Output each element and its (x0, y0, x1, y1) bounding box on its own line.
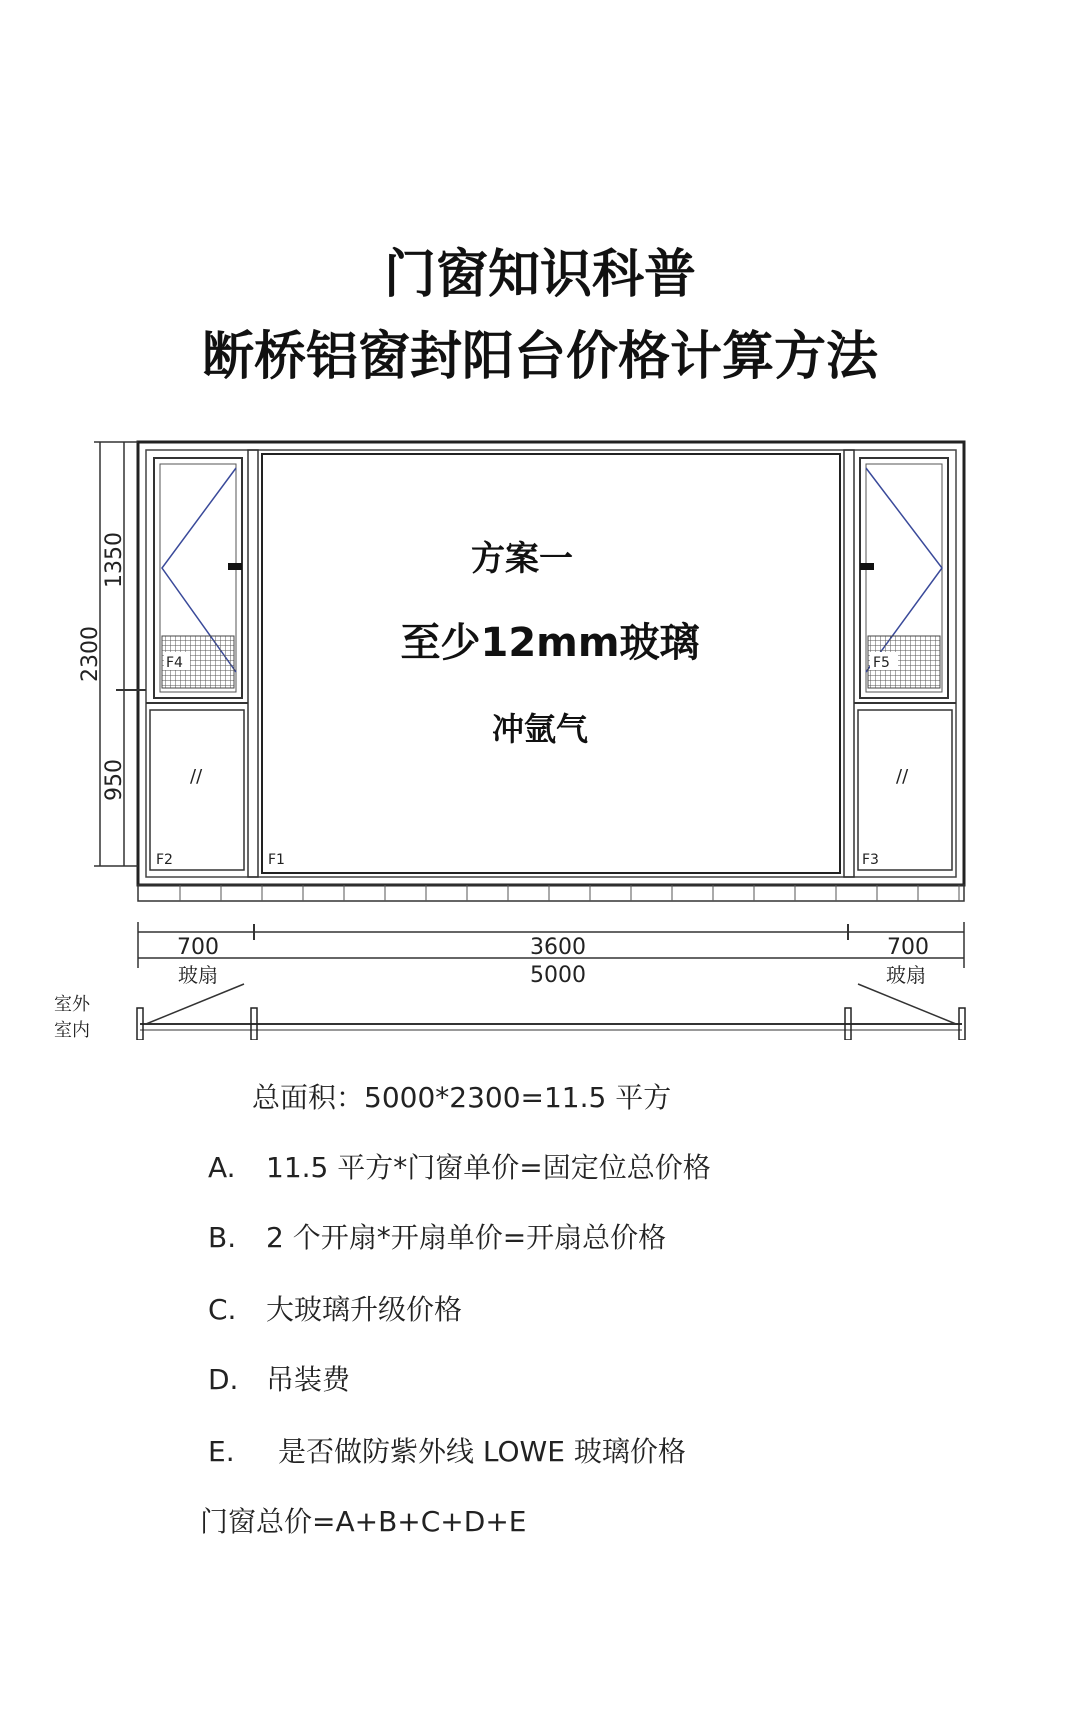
panel-label-f2: F2 (156, 852, 173, 868)
dim-width-total: 5000 (530, 963, 586, 988)
dim-width-left: 700 (177, 935, 219, 960)
item-c-label: C. (208, 1293, 237, 1326)
total-area-line: 总面积：5000*2300=11.5 平方 (252, 1081, 672, 1114)
plan-label: 方案一 (471, 539, 573, 579)
panel-label-f1: F1 (268, 852, 285, 868)
list-item (208, 1430, 686, 1470)
left-mullion (248, 450, 258, 877)
panel-label-f4: F4 (166, 655, 183, 671)
item-d-label: D. (208, 1363, 239, 1396)
panel-label-f3: F3 (862, 852, 879, 868)
list-item (208, 1288, 462, 1328)
dim-width-center: 3600 (530, 935, 586, 960)
right-sash-handle (860, 563, 874, 570)
total-price-line: 门窗总价=A+B+C+D+E (200, 1505, 527, 1538)
dim-height-lower: 950 (102, 759, 127, 801)
indoor-label: 室内 (54, 1020, 90, 1040)
left-sash-handle (228, 563, 242, 570)
right-mullion (844, 450, 854, 877)
item-c-text: 大玻璃升级价格 (266, 1293, 463, 1326)
sash-label-right: 玻扇 (886, 963, 926, 987)
left-lower-fixed (150, 710, 244, 870)
item-b-text: 2 个开扇*开扇单价=开扇总价格 (266, 1221, 667, 1254)
dim-height-upper: 1350 (102, 532, 127, 588)
dim-width-right: 700 (887, 935, 929, 960)
item-e-text: 是否做防紫外线 LOWE 玻璃价格 (278, 1435, 686, 1468)
sash-label-left: 玻扇 (178, 963, 218, 987)
glass-spec-label: 至少12mm玻璃 (400, 620, 700, 666)
argon-label: 冲氩气 (491, 710, 589, 748)
page-title: 门窗知识科普 (383, 245, 696, 305)
right-lower-fixed (858, 710, 952, 870)
glass-mark-left: // (190, 766, 203, 787)
page-subtitle: 断桥铝窗封阳台价格计算方法 (201, 327, 878, 387)
dim-height-total: 2300 (78, 626, 103, 682)
list-item (208, 1146, 711, 1186)
outdoor-label: 室外 (54, 994, 90, 1015)
item-e-label: E. (208, 1435, 235, 1468)
item-d-text: 吊装费 (266, 1363, 351, 1396)
window-elevation-drawing (0, 420, 1080, 1040)
list-item (208, 1358, 350, 1398)
glass-mark-right: // (896, 766, 909, 787)
list-item (208, 1216, 666, 1256)
item-a-label: A. (208, 1151, 236, 1184)
panel-label-f5: F5 (873, 655, 890, 671)
item-b-label: B. (208, 1221, 237, 1254)
item-a-text: 11.5 平方*门窗单价=固定位总价格 (266, 1151, 711, 1184)
sill-segments (180, 885, 959, 901)
plan-sash-swing-left (146, 984, 244, 1024)
plan-sash-swing-right (858, 984, 956, 1024)
